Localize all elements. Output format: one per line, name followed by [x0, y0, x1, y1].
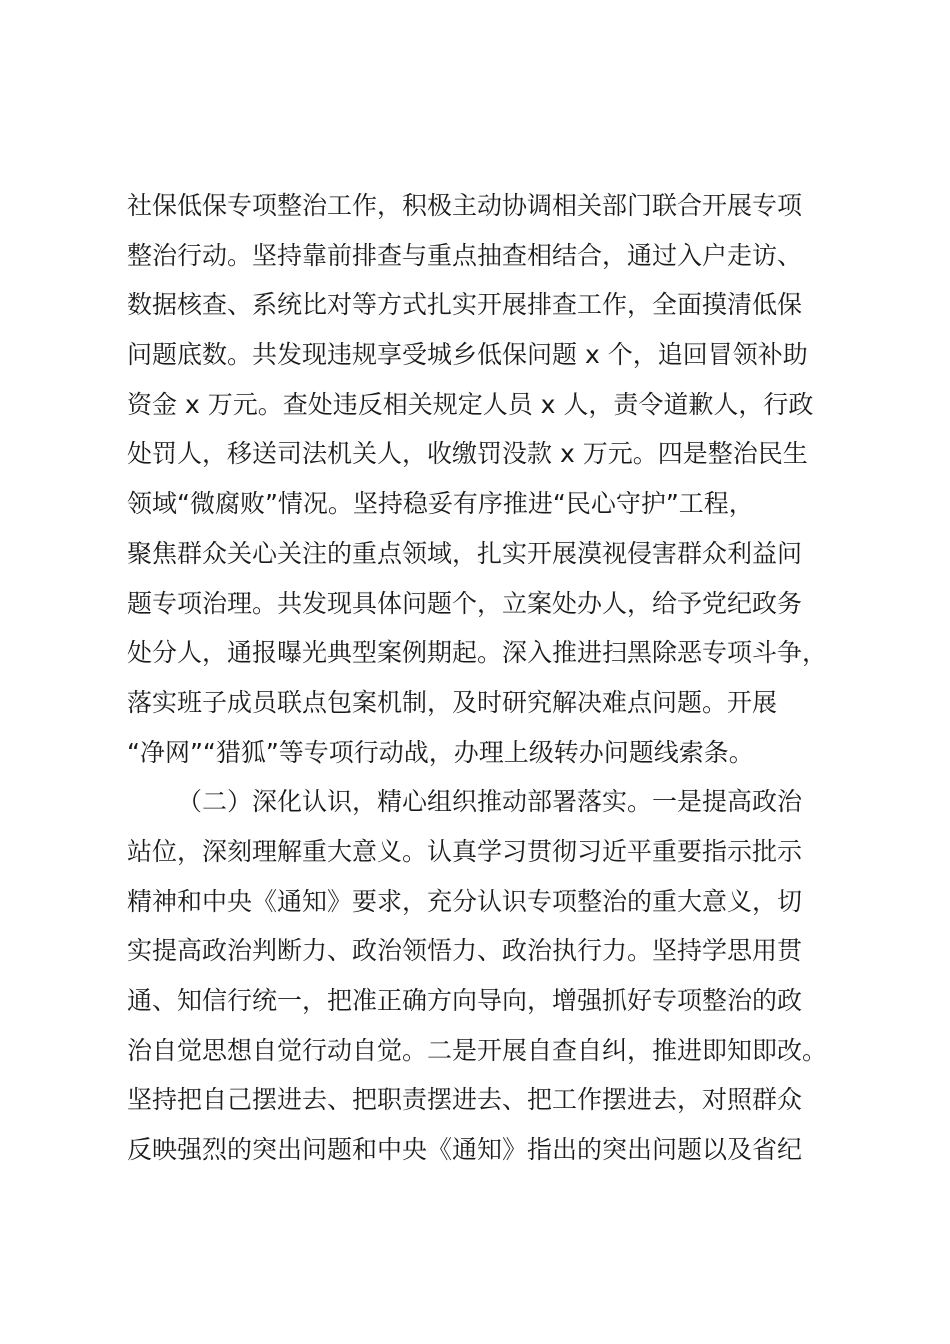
text-line-3: 数据核查、系统比对等方式扎实开展排查工作，全面摸清低保 — [127, 290, 803, 320]
text-line-13: （二）深化认识，精心组织推动部署落实。一是提高政治 — [177, 787, 803, 817]
text-line-6: 处罚人，移送司法机关人，收缴罚没款 x 万元。四是整治民生 — [127, 439, 808, 469]
text-line-1: 社保低保专项整治工作，积极主动协调相关部门联合开展专项 — [127, 191, 803, 220]
text-line-10: 处分人，通报曝光典型案例期起。深入推进扫黑除恶专项斗争， — [127, 638, 828, 668]
text-line-15: 精神和中央《通知》要求，充分认识专项整治的重大意义，切 — [127, 886, 803, 916]
text-line-16: 实提高政治判断力、政治领悟力、政治执行力。坚持学思用贯 — [127, 936, 803, 966]
body-text — [127, 181, 847, 1175]
text-line-14: 站位，深刻理解重大意义。认真学习贯彻习近平重要指示批示 — [127, 836, 803, 866]
text-line-17: 通、知信行统一，把准正确方向导向，增强抓好专项整治的政 — [127, 986, 803, 1015]
text-line-5: 资金 x 万元。查处违反相关规定人员 x 人，责令道歉人，行政 — [127, 389, 814, 419]
text-line-18: 治自觉思想自觉行动自觉。二是开展自查自纠，推进即知即改。 — [127, 1035, 828, 1065]
text-line-20: 反映强烈的突出问题和中央《通知》指出的突出问题以及省纪 — [127, 1135, 803, 1165]
text-line-11: 落实班子成员联点包案机制，及时研究解决难点问题。开展 — [127, 687, 778, 717]
text-line-4: 问题底数。共发现违规享受城乡低保问题 x 个，追回冒领补助 — [127, 340, 808, 370]
text-line-19: 坚持把自己摆进去、把职责摆进去、把工作摆进去，对照群众 — [127, 1085, 803, 1115]
text-line-12: “净网”“猎狐”等专项行动战，办理上级转办问题线索条。 — [127, 737, 754, 767]
text-line-2: 整治行动。坚持靠前排查与重点抽查相结合，通过入户走访、 — [127, 240, 803, 270]
text-line-9: 题专项治理。共发现具体问题个，立案处办人，给予党纪政务 — [127, 588, 803, 618]
text-line-7: 领域“微腐败”情况。坚持稳妥有序推进“民心守护”工程， — [127, 489, 754, 519]
text-line-8: 聚焦群众关心关注的重点领域，扎实开展漠视侵害群众利益问 — [127, 538, 803, 568]
